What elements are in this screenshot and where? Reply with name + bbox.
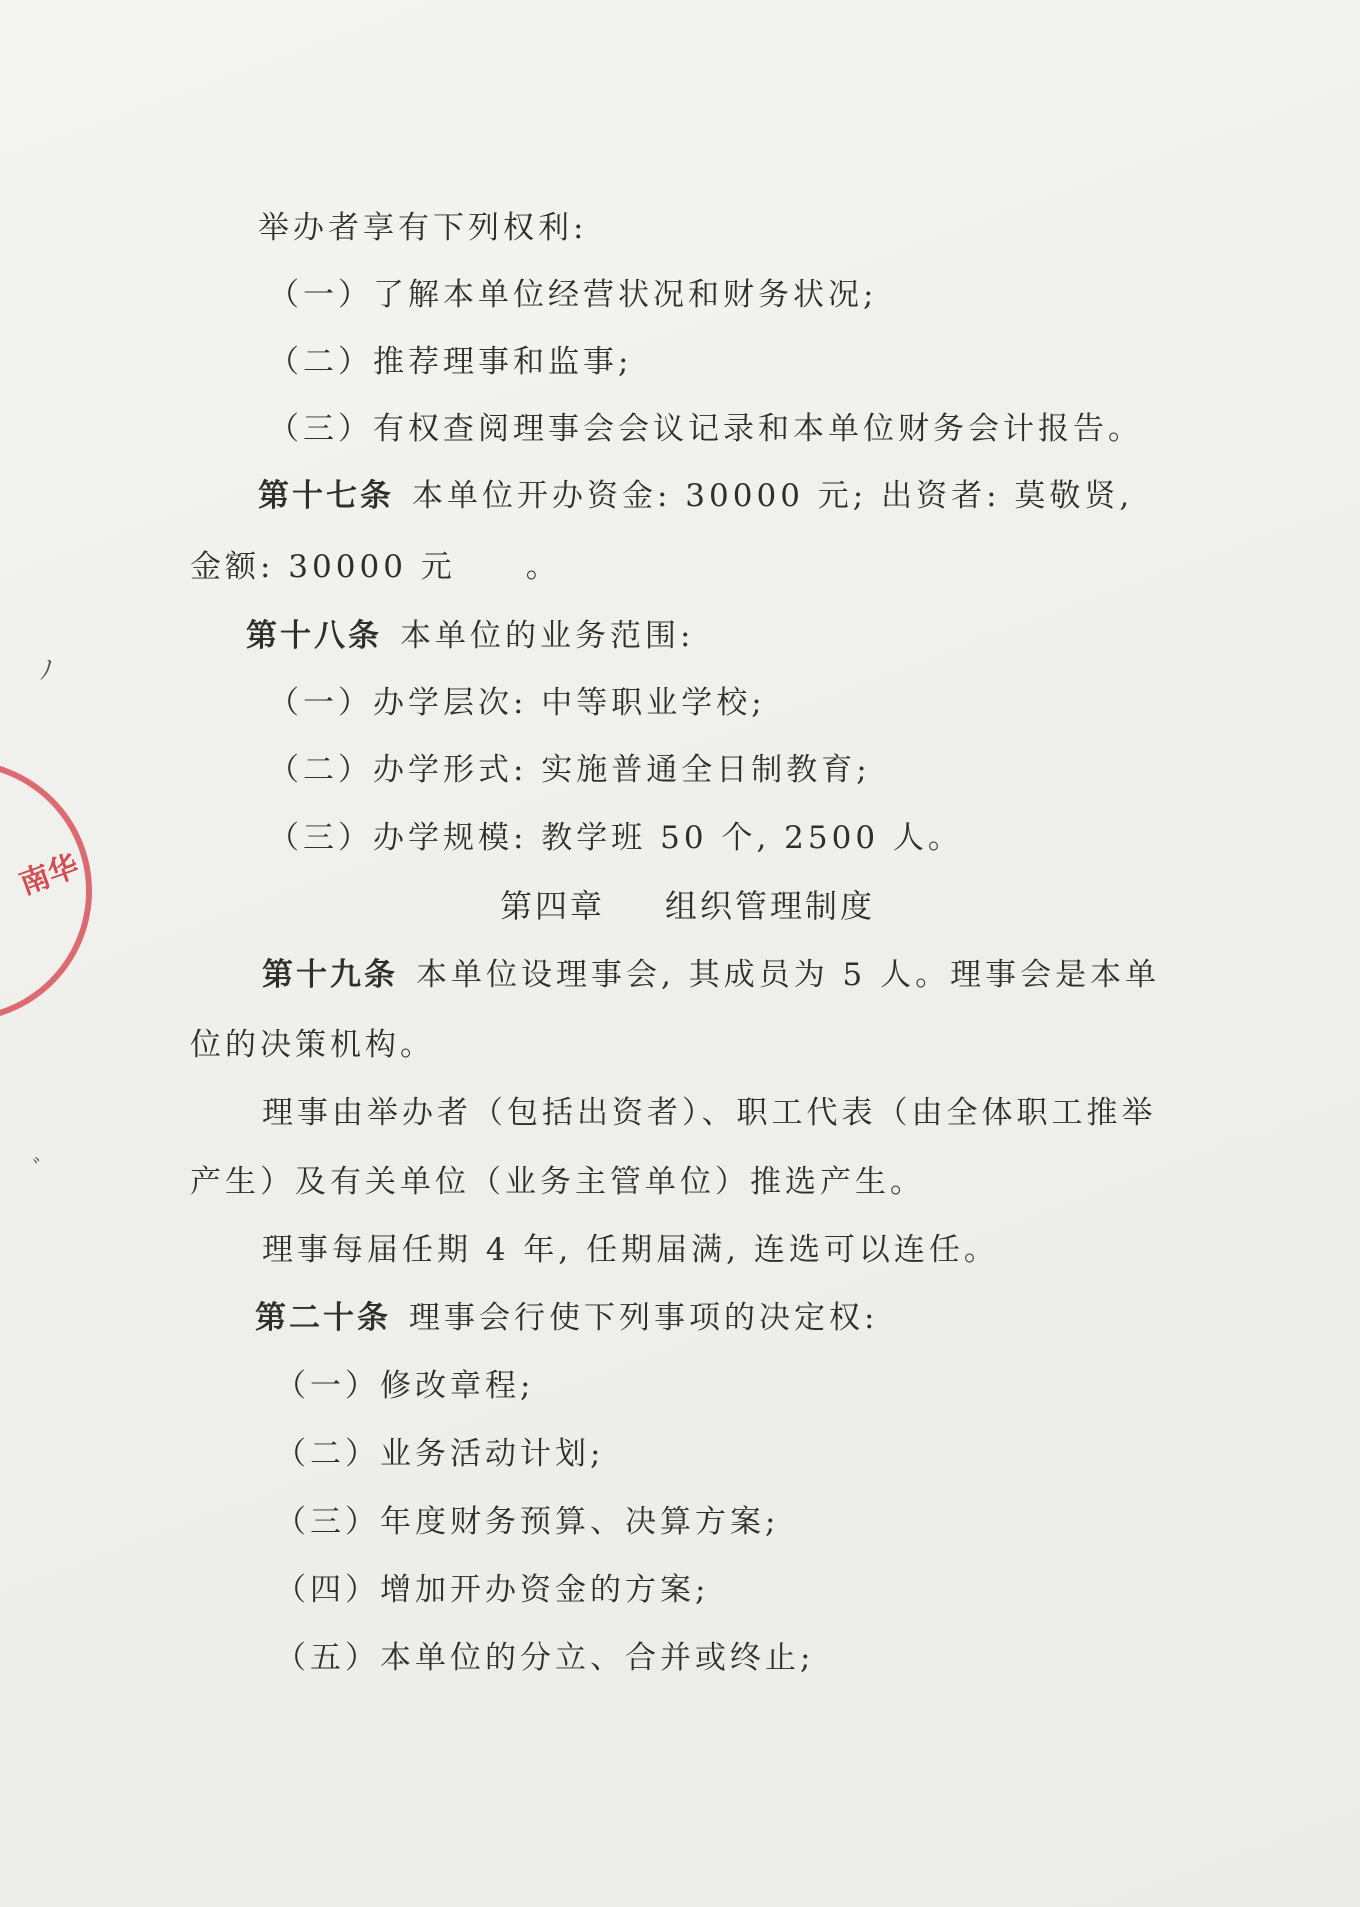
text-line: （三）有权查阅理事会会议记录和本单位财务会计报告。 — [268, 411, 1143, 447]
text-line: （二）办学形式: 实施普通全日制教育; — [268, 752, 871, 788]
text-line: （一）了解本单位经营状况和财务状况; — [268, 277, 878, 313]
article-text: 理事会行使下列事项的决定权: — [409, 1300, 879, 1336]
text-line: （一）修改章程; — [275, 1368, 535, 1404]
article-18 — [246, 616, 694, 656]
article-text: 本单位的业务范围: — [400, 618, 695, 654]
article-heading: 第二十条 — [255, 1300, 391, 1336]
text-line: （五）本单位的分立、合并或终止; — [275, 1640, 815, 1676]
text-line: 位的决策机构。 — [190, 1027, 435, 1063]
text-line: 理事由举办者（包括出资者）、职工代表（由全体职工推举 — [262, 1095, 1157, 1131]
article-20 — [255, 1298, 878, 1338]
text-line: （二）业务活动计划; — [275, 1436, 605, 1472]
text-line: 金额: 30000 元 。 — [190, 549, 561, 585]
text-line: （四）增加开办资金的方案; — [275, 1572, 710, 1608]
chapter-number: 第四章 — [500, 887, 606, 925]
text-line: （三）办学规模: 教学班 50 个, 2500 人。 — [268, 820, 963, 856]
article-heading: 第十九条 — [262, 957, 398, 993]
text-line: 理事每届任期 4 年, 任期届满, 连选可以连任。 — [262, 1232, 999, 1268]
chapter-heading — [500, 886, 875, 926]
article-17 — [258, 476, 1133, 516]
article-text: 本单位设理事会, 其成员为 5 人。理事会是本单 — [416, 957, 1161, 993]
text-line: （一）办学层次: 中等职业学校; — [268, 685, 766, 721]
chapter-title: 组织管理制度 — [665, 887, 876, 925]
text-line: 举办者享有下列权利: — [258, 210, 588, 246]
seal-text: 南华 — [15, 848, 84, 902]
text-line: 产生）及有关单位（业务主管单位）推选产生。 — [190, 1164, 925, 1200]
article-text: 本单位开办资金: 30000 元; 出资者: 莫敬贤, — [412, 478, 1134, 514]
margin-mark: ﾉ — [40, 656, 54, 686]
article-19 — [262, 955, 1160, 995]
text-line: （二）推荐理事和监事; — [268, 344, 633, 380]
text-line: （三）年度财务预算、决算方案; — [275, 1504, 780, 1540]
article-heading: 第十八条 — [246, 618, 382, 654]
article-heading: 第十七条 — [258, 478, 394, 514]
margin-mark: ﾞ — [32, 1156, 46, 1186]
